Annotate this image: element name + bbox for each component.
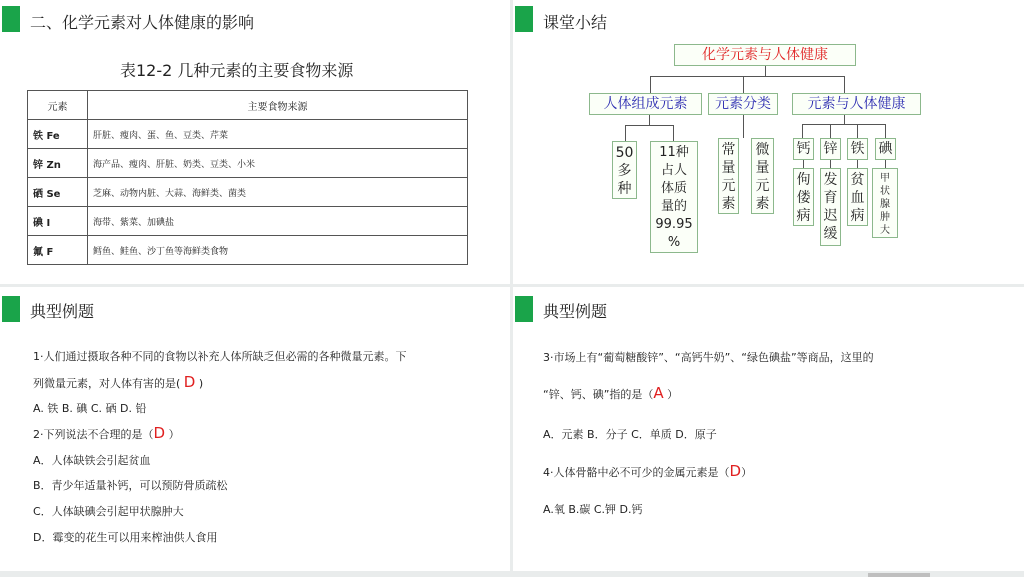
table-row [28,149,468,178]
slide-food-sources [0,0,510,284]
q1-answer: D [183,373,196,391]
q1-options: A. 铁 B. 碘 C. 硒 D. 铅 [33,402,147,415]
q1-line1: 1·人们通过摄取各种不同的食物以补充人体所缺乏但必需的各种微量元素。下 [33,350,407,363]
disease-rickets: 佝 偻 病 [793,168,814,226]
q1-close: ) [198,377,204,390]
table-row [28,207,468,236]
connector [625,125,674,126]
food-cell: 芝麻、动物内脏、大蒜、海鲜类、菌类 [88,178,468,207]
q4-stem: 4·人体骨骼中必不可少的金属元素是（ [543,466,730,479]
leaf-11-kinds: 11种 占人 体质 量的 99.95 % [650,141,698,253]
slide-heading: 课堂小结 [543,13,608,32]
column-header: 元素 [28,91,88,120]
column-header: 主要食物来源 [88,91,468,120]
branch-body-elements: 人体组成元素 [589,93,702,115]
element-cell: 氟 F [28,236,88,265]
tree-root: 化学元素与人体健康 [674,44,856,66]
slide-example-1 [0,287,510,571]
q3-line1: 3·市场上有“葡萄糖酸锌”、“高钙牛奶”、“绿色碘盐”等商品，这里的 [543,351,874,364]
food-cell: 海产品、瘦肉、肝脏、奶类、豆类、小米 [88,149,468,178]
connector [844,115,845,124]
branch-classification: 元素分类 [708,93,778,115]
element-cell: 锌 Zn [28,149,88,178]
q2-answer: D [153,424,166,442]
branch-health: 元素与人体健康 [792,93,921,115]
green-marker [515,296,533,322]
green-marker [515,6,533,32]
q1-line2 [33,373,203,391]
q3-close: ） [667,388,679,401]
connector [830,160,831,168]
q3-options: A．元素 B．分子 C．单质 D．原子 [543,428,717,441]
element-zinc: 锌 [820,138,841,160]
q2-option: A．人体缺铁会引起贫血 [33,454,151,467]
connector [885,160,886,168]
connector [857,160,858,168]
table-row [28,120,468,149]
connector [885,124,886,138]
disease-growth-delay: 发 育 迟 缓 [820,168,841,246]
connector [625,125,626,141]
connector [830,124,831,138]
food-cell: 海带、紫菜、加碘盐 [88,207,468,236]
element-iron: 铁 [847,138,868,160]
q4-answer: D [729,462,742,480]
connector [765,66,766,76]
connector [673,125,674,141]
q4-options: A.氧 B.碳 C.钾 D.钙 [543,503,643,516]
slide-example-2 [513,287,1024,571]
connector [649,115,650,125]
table-row [28,178,468,207]
q4-line [543,462,752,480]
green-marker [2,6,20,32]
table-header-row [28,91,468,120]
leaf-trace-elements: 微 量 元 素 [751,138,774,214]
q1-stem: 列微量元素，对人体有害的是( [33,377,181,390]
table-row [28,236,468,265]
slide-heading: 典型例题 [543,302,608,321]
q4-close: ） [741,466,753,479]
q3-stem: “锌、钙、碘”指的是（ [543,388,654,401]
q3-answer: A [653,384,664,402]
disease-anemia: 贫 血 病 [847,168,868,226]
slide-heading: 二、化学元素对人体健康的影响 [30,13,255,32]
connector [650,76,845,77]
food-source-table [27,90,468,265]
element-cell: 碘 I [28,207,88,236]
food-cell: 鳕鱼、鲑鱼、沙丁鱼等海鲜类食物 [88,236,468,265]
connector [857,124,858,138]
element-cell: 硒 Se [28,178,88,207]
connector [802,124,885,125]
slide-heading: 典型例题 [30,302,95,321]
connector [844,76,845,93]
q2-option: D．霉变的花生可以用来榨油供人食用 [33,531,218,544]
q2-option: C．人体缺碘会引起甲状腺肿大 [33,505,184,518]
element-calcium: 钙 [793,138,814,160]
leaf-macro-elements: 常 量 元 素 [718,138,739,214]
q2-close: ） [168,428,180,441]
slide-summary-tree [513,0,1024,284]
connector [803,160,804,168]
connector [802,124,803,138]
connector [650,76,651,93]
leaf-50-kinds: 50 多 种 [612,141,637,199]
q2-line [33,424,180,442]
table-title: 表12-2 几种元素的主要食物来源 [120,61,354,80]
connector [743,76,744,93]
q2-stem: 2·下列说法不合理的是（ [33,428,154,441]
connector [743,115,744,138]
element-iodine: 碘 [875,138,896,160]
green-marker [2,296,20,322]
scroll-indicator [868,573,930,577]
food-cell: 肝脏、瘦肉、蛋、鱼、豆类、芹菜 [88,120,468,149]
q2-option: B．青少年适量补钙，可以预防骨质疏松 [33,479,228,492]
disease-goiter: 甲 状 腺 肿 大 [872,168,898,238]
q3-line2 [543,384,678,402]
element-cell: 铁 Fe [28,120,88,149]
